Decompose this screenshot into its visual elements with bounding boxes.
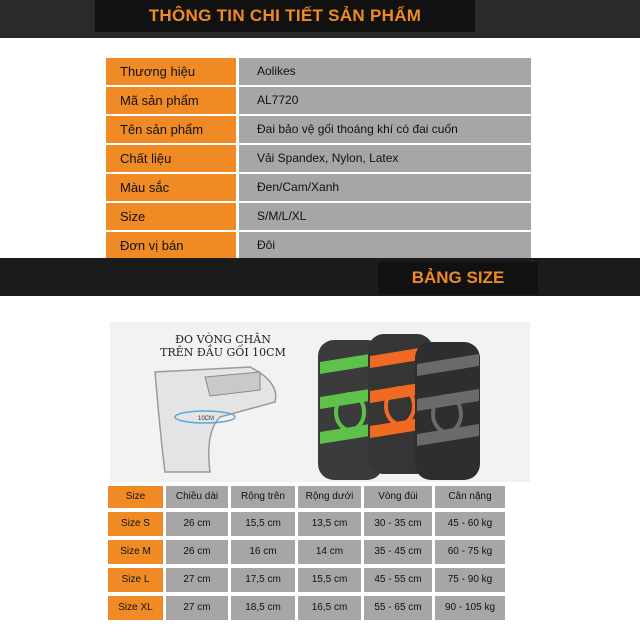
info-row (106, 232, 531, 259)
header-cell: Vòng đùi (364, 486, 432, 508)
size-table (108, 486, 529, 624)
table-row (108, 596, 529, 620)
table-cell: 26 cm (166, 512, 228, 536)
info-label: Màu sắc (106, 174, 236, 201)
table-cell: 75 - 90 kg (435, 568, 505, 592)
table-cell: 30 - 35 cm (364, 512, 432, 536)
info-label: Size (106, 203, 236, 230)
table-row (108, 512, 529, 536)
table-cell: 15,5 cm (298, 568, 361, 592)
header-cell: Size (108, 486, 163, 508)
info-value: Đai bảo vệ gối thoáng khí có đai cuốn (239, 116, 531, 143)
info-value: AL7720 (239, 87, 531, 114)
header-cell: Rộng dưới (298, 486, 361, 508)
measure-mark: 10CM (198, 416, 215, 422)
table-cell: 13,5 cm (298, 512, 361, 536)
info-value: Vải Spandex, Nylon, Latex (239, 145, 531, 172)
table-cell: 27 cm (166, 568, 228, 592)
size-cell: Size L (108, 568, 163, 592)
size-header-bar (0, 258, 640, 296)
info-section-title: THÔNG TIN CHI TIẾT SẢN PHẨM (95, 0, 475, 32)
info-label: Đơn vị bán (106, 232, 236, 259)
info-label: Thương hiệu (106, 58, 236, 85)
table-cell: 27 cm (166, 596, 228, 620)
table-cell: 26 cm (166, 540, 228, 564)
table-cell: 90 - 105 kg (435, 596, 505, 620)
measure-line-1: ĐO VÒNG CHÂN (175, 333, 271, 346)
size-cell: Size XL (108, 596, 163, 620)
info-row (106, 116, 531, 143)
info-label: Mã sản phẩm (106, 87, 236, 114)
table-cell: 45 - 60 kg (435, 512, 505, 536)
table-row (108, 540, 529, 564)
header-cell: Cân nặng (435, 486, 505, 508)
info-row (106, 145, 531, 172)
header-cell: Chiều dài (166, 486, 228, 508)
table-cell: 60 - 75 kg (435, 540, 505, 564)
size-cell: Size S (108, 512, 163, 536)
table-cell: 16,5 cm (298, 596, 361, 620)
size-section-title: BẢNG SIZE (378, 262, 538, 294)
table-cell: 16 cm (231, 540, 295, 564)
info-row (106, 174, 531, 201)
table-cell: 15,5 cm (231, 512, 295, 536)
table-cell: 14 cm (298, 540, 361, 564)
size-cell: Size M (108, 540, 163, 564)
measure-instruction (148, 333, 298, 359)
header-cell: Rộng trên (231, 486, 295, 508)
info-value: Aolikes (239, 58, 531, 85)
gray-sleeve (415, 342, 480, 480)
table-cell: 55 - 65 cm (364, 596, 432, 620)
info-row (106, 87, 531, 114)
size-table-header (108, 486, 529, 508)
table-cell: 45 - 55 cm (364, 568, 432, 592)
product-info-table (106, 58, 531, 261)
info-row (106, 58, 531, 85)
info-value: Đôi (239, 232, 531, 259)
table-row (108, 568, 529, 592)
info-label: Tên sản phẩm (106, 116, 236, 143)
info-row (106, 203, 531, 230)
info-value: S/M/L/XL (239, 203, 531, 230)
measure-line-2: TRÊN ĐẦU GỐI 10CM (160, 346, 286, 359)
table-cell: 35 - 45 cm (364, 540, 432, 564)
info-value: Đen/Cam/Xanh (239, 174, 531, 201)
info-label: Chất liệu (106, 145, 236, 172)
table-cell: 18,5 cm (231, 596, 295, 620)
table-cell: 17,5 cm (231, 568, 295, 592)
